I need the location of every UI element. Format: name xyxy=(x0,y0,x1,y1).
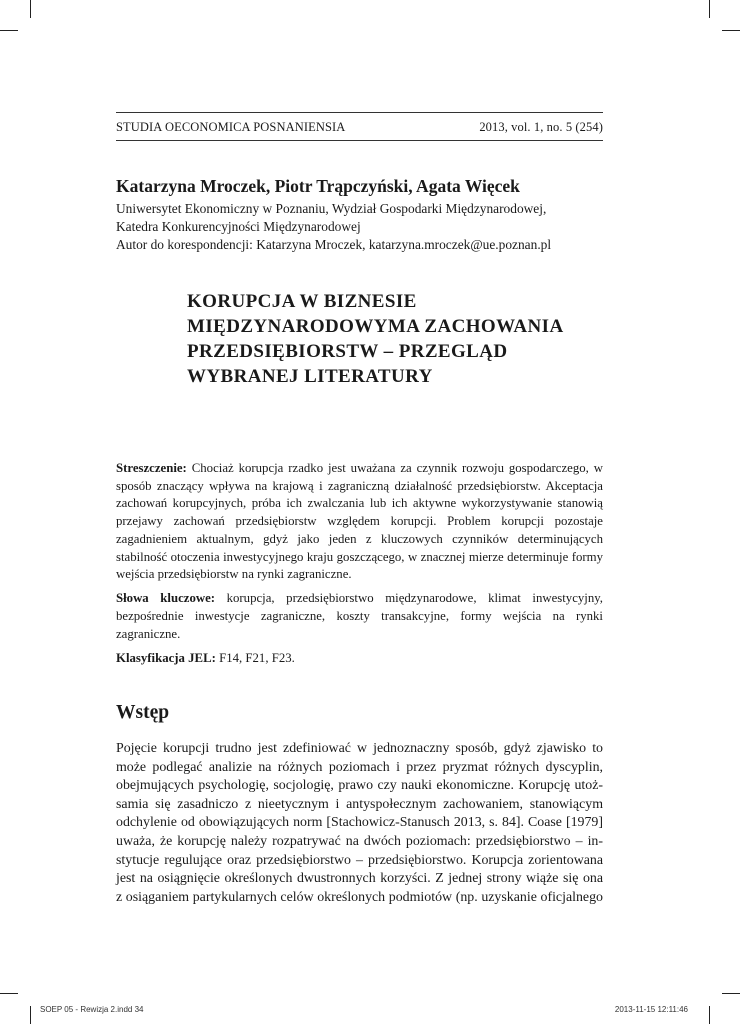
keywords-text: korupcja, przedsiębiorstwo międzynarodowe, klimat inwestycyjny, bezpośrednie inwestycje zagraniczne, koszty transakcyjne, formy wejścia na rynki zagraniczne. xyxy=(116,591,603,641)
jel-classification xyxy=(116,650,603,668)
body-line: uważa, że korupcję należy rozpatrywać na dwóch poziomach: przedsiębiorstwo – in- xyxy=(116,833,603,849)
body-line: obejmujących psychologię, socjologię, prawo czy nauki ekonomiczne. Korupcję utoż- xyxy=(116,778,603,794)
crop-mark xyxy=(0,993,18,994)
abstract xyxy=(116,460,603,584)
crop-mark xyxy=(0,30,18,31)
abstract-text: Chociaż korupcja rzadko jest uważana za czynnik rozwoju gospodarczego, w sposób znaczący wpływa na krajową i zagraniczną działalność przedsiębiorstw. Akceptacja zachowań korupcyjnych, próba ich zwalczania lub ich aktywne wykorzystywanie stanowią przejawy zachowań przedsiębiorstw względem korupcji. Problem korupcji pozostaje zagadnieniem aktualnym, gdyż jako jeden z kluczowych czynników determinujących stabilność otoczenia inwestycyjnego kraju goszczącego, w znacznej mierze determinuje formy wejścia przedsiębiorstw na rynki zagraniczne. xyxy=(116,461,603,582)
body-line: Pojęcie korupcji trudno jest zdefiniować w jednoznaczny sposób, gdyż zjawisko to xyxy=(116,741,603,756)
body-line: jest na osiągnięcie określonych dwustronnych korzyści. Z jednej strony wiąże się ona xyxy=(116,871,603,887)
running-head xyxy=(116,120,603,135)
affiliation-line: Uniwersytet Ekonomiczny w Poznaniu, Wydział Gospodarki Międzynarodowej, xyxy=(116,201,547,216)
body-line: stytucje regulujące oraz przedsiębiorstwo – przedsiębiorstwo. Korupcja zorientowana xyxy=(116,852,603,868)
body-line: samia się zasadniczo z nieetycznym i antyspołecznym zachowaniem, stanowiącym xyxy=(116,796,603,812)
slug-datetime: 2013-11-15 12:11:46 xyxy=(614,1005,688,1014)
title-line: KORUPCJA W BIZNESIE xyxy=(187,291,417,312)
jel-label: Klasyfikacja JEL: xyxy=(116,651,216,666)
title-line: PRZEDSIĘBIORSTW – PRZEGLĄD xyxy=(187,341,508,362)
crop-mark xyxy=(30,1006,31,1024)
crop-mark xyxy=(709,0,710,18)
body-line: z osiąganiem partykularnych celów określonych podmiotów (np. uzyskanie oficjalnego xyxy=(116,889,603,905)
issue-info: 2013, vol. 1, no. 5 (254) xyxy=(479,120,603,134)
correspondence-line: Autor do korespondencji: Katarzyna Mroczek, katarzyna.mroczek@ue.poznan.pl xyxy=(116,237,552,252)
affiliation xyxy=(116,200,603,254)
header-rule-top xyxy=(116,112,603,113)
header-rule-bottom xyxy=(116,140,603,141)
author-list: Katarzyna Mroczek, Piotr Trąpczyński, Agata Więcek xyxy=(116,176,520,196)
affiliation-line: Katedra Konkurencyjności Międzynarodowej xyxy=(116,219,361,234)
keywords xyxy=(116,590,603,643)
jel-text: F14, F21, F23. xyxy=(219,651,295,666)
keywords-label: Słowa kluczowe: xyxy=(116,591,216,606)
body-line: odchylenie od obowiązujących norm [Stachowicz-Stanusch 2013, s. 84]. Coase [1979] xyxy=(116,815,603,831)
crop-mark xyxy=(709,1006,710,1024)
title-line: WYBRANEJ LITERATURY xyxy=(187,366,433,387)
section-heading: Wstęp xyxy=(116,702,170,723)
journal-name: STUDIA OECONOMICA POSNANIENSIA xyxy=(116,120,346,134)
title-line: MIĘDZYNARODOWYMA ZACHOWANIA xyxy=(187,316,564,337)
slug-file: SOEP 05 - Rewizja 2.indd 34 xyxy=(40,1005,144,1014)
crop-mark xyxy=(30,0,31,18)
crop-mark xyxy=(722,993,740,994)
paper-title xyxy=(187,289,603,389)
body-paragraph xyxy=(116,740,603,907)
body-line: może podlegać analizie na różnych poziomach i przez pryzmat różnych dyscyplin, xyxy=(116,759,603,775)
crop-mark xyxy=(722,30,740,31)
abstract-label: Streszczenie: xyxy=(116,461,187,475)
abstract-block xyxy=(116,460,603,674)
